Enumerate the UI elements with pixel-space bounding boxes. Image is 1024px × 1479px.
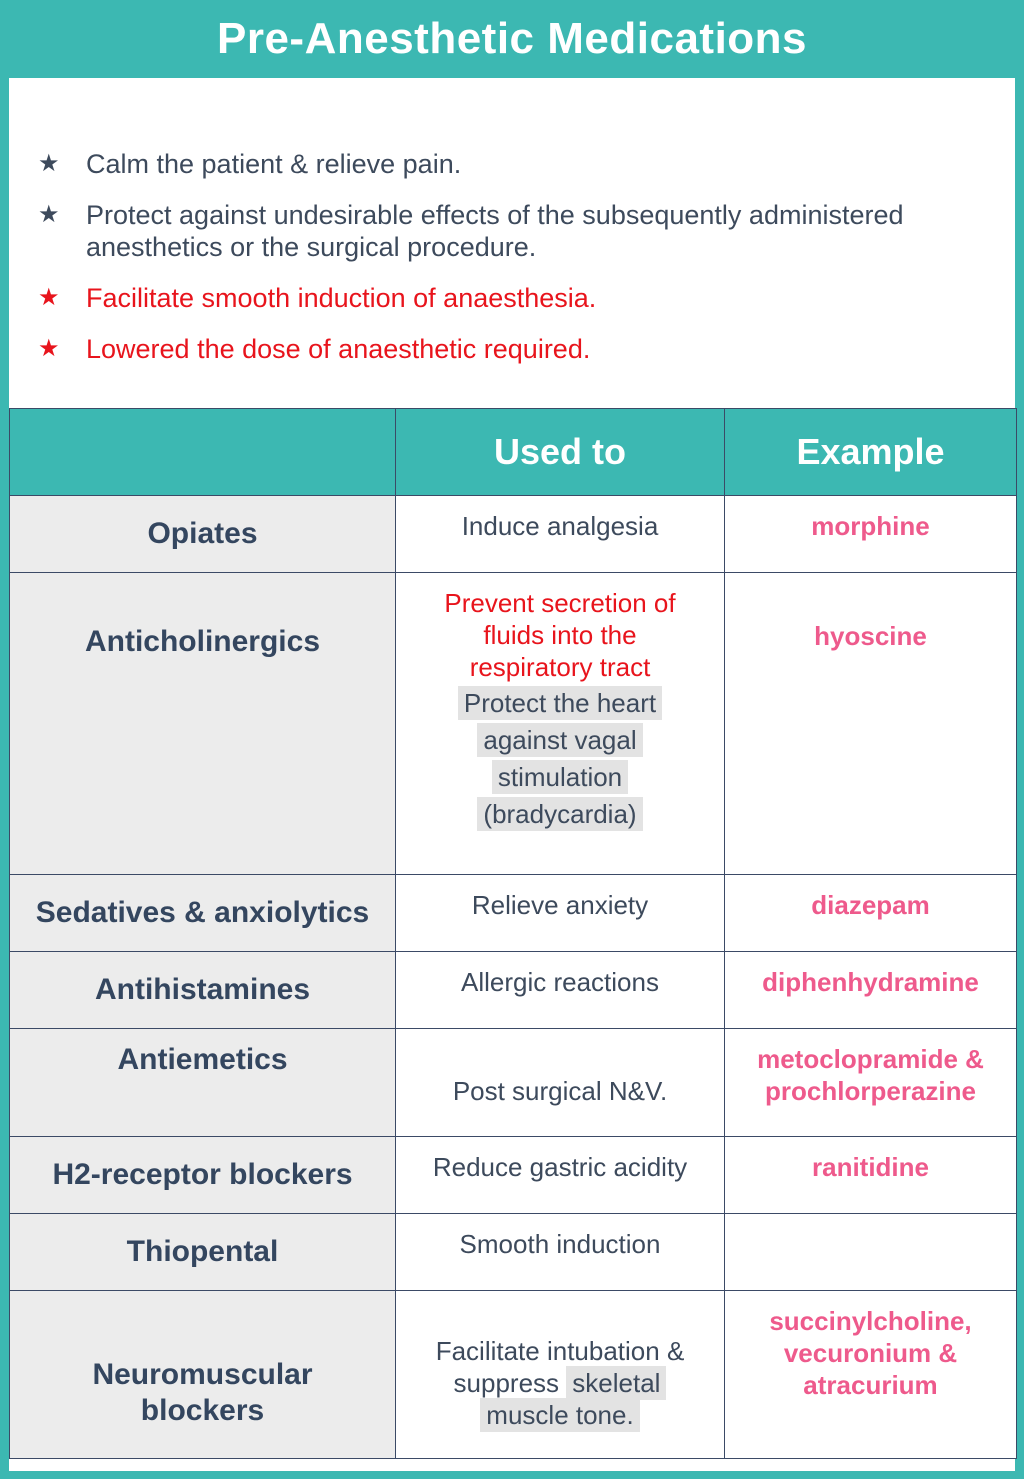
star-icon: ★ [38,201,60,228]
example-cell: ranitidine [725,1137,1017,1214]
category-cell: Neuromuscular blockers [10,1291,396,1459]
table-header-row [10,409,1017,496]
example-cell [725,1214,1017,1291]
category-cell: Thiopental [10,1214,396,1291]
header-category [10,409,396,496]
use-cell: Relieve anxiety [396,875,725,952]
example-cell: metoclopramide & prochlorperazine [725,1029,1017,1137]
table-row [10,875,1017,952]
table-row [10,1214,1017,1291]
star-icon: ★ [38,335,60,362]
bullet-list [38,148,988,384]
example-cell: diazepam [725,875,1017,952]
list-item: ★ Protect against undesirable effects of the subsequently administered anesthetics or the surgical procedure. [38,200,904,262]
use-cell: Prevent secretion of fluids into the respiratory tract Protect the heart against vagal stimulation (bradycardia) [396,573,725,875]
category-cell: Sedatives & anxiolytics [10,875,396,952]
table-row [10,1029,1017,1137]
use-cell: Smooth induction [396,1214,725,1291]
category-cell: H2-receptor blockers [10,1137,396,1214]
example-cell: diphenhydramine [725,952,1017,1029]
list-item-highlighted: ★ Facilitate smooth induction of anaesthesia. [38,283,597,313]
use-cell: Facilitate intubation & suppress skeletal muscle tone. [396,1291,725,1459]
example-cell: morphine [725,496,1017,573]
category-cell: Anticholinergics [10,573,396,875]
header-example: Example [725,409,1017,496]
category-cell: Antihistamines [10,952,396,1029]
table-row [10,952,1017,1029]
list-item: ★ Calm the patient & relieve pain. [38,149,462,179]
star-icon: ★ [38,150,60,177]
use-cell: Reduce gastric acidity [396,1137,725,1214]
list-item-highlighted: ★ Lowered the dose of anaesthetic required. [38,334,591,364]
example-cell: succinylcholine, vecuronium & atracurium [725,1291,1017,1459]
page-title: Pre-Anesthetic Medications [0,0,1024,78]
header-used-to: Used to [396,409,725,496]
use-cell: Post surgical N&V. [396,1029,725,1137]
star-icon: ★ [38,284,60,311]
category-cell: Antiemetics [10,1029,396,1137]
table-row [10,496,1017,573]
medications-table [9,408,1017,1459]
table-row [10,1291,1017,1459]
use-cell: Induce analgesia [396,496,725,573]
example-cell: hyoscine [725,573,1017,875]
category-cell: Opiates [10,496,396,573]
use-cell: Allergic reactions [396,952,725,1029]
table-row [10,1137,1017,1214]
table-row [10,573,1017,875]
